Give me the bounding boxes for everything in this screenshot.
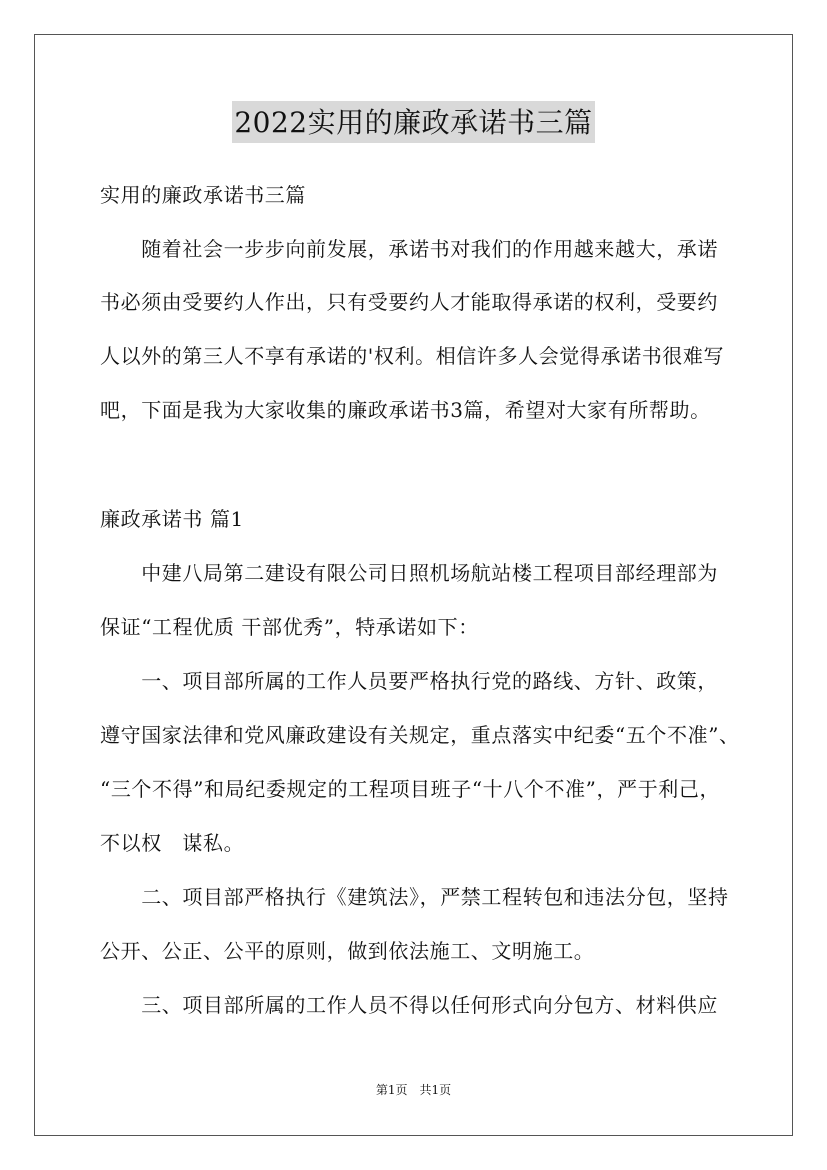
page-number: 第1页 共1页 xyxy=(375,1083,452,1097)
paragraph-line: 吧，下面是我为大家收集的廉政承诺书3篇，希望对大家有所帮助。 xyxy=(100,398,711,422)
paragraph-line: 人以外的第三人不享有承诺的'权利。相信许多人会觉得承诺书很难写 xyxy=(100,344,725,368)
paragraph-line: 中建八局第二建设有限公司日照机场航站楼工程项目部经理部为 xyxy=(100,561,718,585)
title-container xyxy=(0,101,827,143)
paragraph-line: 书必须由受要约人作出，只有受要约人才能取得承诺的权利，受要约 xyxy=(100,290,718,314)
paragraph-line: 遵守国家法律和党风廉政建设有关规定，重点落实中纪委“五个不准”、 xyxy=(100,723,740,747)
paragraph-line: 随着社会一步步向前发展，承诺书对我们的作用越来越大，承诺 xyxy=(100,237,718,261)
paragraph-line: 二、项目部严格执行《建筑法》，严禁工程转包和违法分包，坚持 xyxy=(100,885,729,909)
paragraph-line: “三个不得”和局纪委规定的工程项目班子“十八个不准”，严于利己， xyxy=(100,777,721,801)
paragraph-line: 公开、公正、公平的原则，做到依法施工、文明施工。 xyxy=(100,939,595,963)
document-title: 2022实用的廉政承诺书三篇 xyxy=(232,101,594,143)
paragraph-line: 三、项目部所属的工作人员不得以任何形式向分包方、材料供应 xyxy=(100,993,718,1017)
section-heading: 廉政承诺书 篇1 xyxy=(100,507,244,531)
paragraph-line: 不以权 谋私。 xyxy=(100,831,245,855)
paragraph-line: 保证“工程优质 干部优秀”，特承诺如下： xyxy=(100,615,479,639)
subtitle: 实用的廉政承诺书三篇 xyxy=(100,183,306,207)
paragraph-line: 一、项目部所属的工作人员要严格执行党的路线、方针、政策， xyxy=(100,669,718,693)
